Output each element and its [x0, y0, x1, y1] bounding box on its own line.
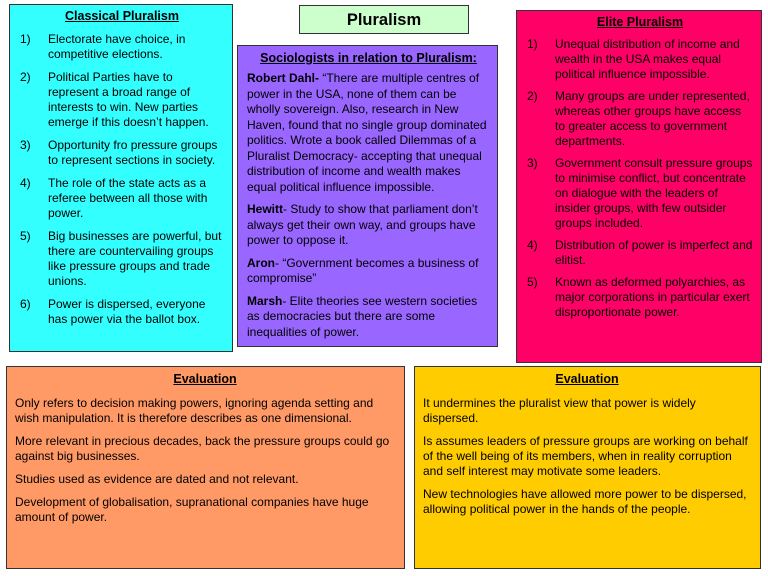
list-item — [527, 156, 753, 231]
item-number: 4) — [20, 176, 31, 190]
list-item — [527, 89, 753, 149]
sociologist-entry-marsh — [247, 294, 490, 341]
sociologist-entry-dahl — [247, 71, 490, 195]
sociologist-text: “There are multiple centres of power in the USA, none of them can be wholly sovereign. Also, research in New Haven, found that no single group dominated politics. Wrote a book called Dilemmas of a Pluralist Democracy- accepting that unequal distribution of income and wealth makes equal political influence impossible. — [247, 71, 487, 194]
elite-heading: Elite Pluralism — [596, 15, 684, 29]
evaluation-paragraph: New technologies have allowed more power to be dispersed, allowing political power in the hands of the people. — [423, 487, 747, 516]
classical-list — [20, 32, 224, 327]
sociologist-entry-aron — [247, 256, 490, 287]
elite-pluralism-box — [516, 10, 762, 363]
evaluation-right-box — [414, 366, 761, 569]
item-number: 5) — [20, 229, 31, 243]
item-number: 5) — [527, 275, 538, 289]
sociologist-name: Hewitt — [247, 202, 283, 216]
list-item — [20, 229, 224, 289]
item-text: The role of the state acts as a referee between all those with power. — [48, 176, 208, 220]
sociologist-text: - Study to show that parliament don’t always get their own way, and groups have power to oppose it. — [247, 202, 478, 247]
item-text: Distribution of power is imperfect and elitist. — [555, 238, 753, 267]
item-number: 4) — [527, 238, 538, 252]
item-number: 3) — [527, 156, 538, 170]
item-text: Known as deformed polyarchies, as major corporations in particular exert disproportionate power. — [555, 275, 750, 319]
evaluation-paragraph: Only refers to decision making powers, ignoring agenda setting and wish manipulation. It is therefore describes as one dimensional. — [15, 396, 374, 425]
item-number: 1) — [527, 37, 538, 51]
item-text: Opportunity fro pressure groups to represent sections in society. — [48, 138, 218, 167]
list-item — [20, 297, 224, 327]
evaluation-paragraph: Studies used as evidence are dated and not relevant. — [15, 472, 299, 486]
item-number: 2) — [527, 89, 538, 103]
list-item — [20, 176, 224, 221]
item-text: Many groups are under represented, whereas other groups have access to greater access to government departments. — [555, 89, 750, 148]
list-item — [20, 32, 224, 62]
list-item — [20, 70, 224, 130]
sociologist-name: Robert Dahl- — [247, 71, 319, 85]
item-text: Political Parties have to represent a broad range of interests to win. New parties emerge if this doesn’t happen. — [48, 70, 209, 129]
evaluation-heading: Evaluation — [173, 372, 237, 386]
sociologist-text: - Elite theories see western societies as democracies but there are some inequalities of power. — [247, 293, 478, 339]
evaluation-heading: Evaluation — [555, 372, 619, 386]
item-text: Electorate have choice, in competitive elections. — [48, 32, 186, 61]
list-item — [527, 275, 753, 320]
sociologist-text: - “Government becomes a business of compromise” — [247, 255, 479, 285]
item-number: 6) — [20, 297, 31, 311]
list-item — [527, 238, 753, 268]
evaluation-left-box — [6, 366, 405, 569]
item-number: 1) — [20, 32, 31, 46]
item-text: Big businesses are powerful, but there are countervailing groups like pressure groups and trade unions. — [48, 229, 222, 288]
elite-list — [527, 37, 753, 320]
sociologists-heading: Sociologists in relation to Pluralism: — [260, 51, 477, 65]
item-text: Unequal distribution of income and wealth in the USA makes equal political influence impossible. — [555, 37, 740, 81]
item-text: Power is dispersed, everyone has power via the ballot box. — [48, 297, 206, 326]
item-number: 2) — [20, 70, 31, 84]
evaluation-paragraph: It undermines the pluralist view that power is widely dispersed. — [423, 396, 696, 425]
evaluation-paragraph: Development of globalisation, supranational companies have huge amount of power. — [15, 495, 369, 524]
sociologist-name: Aron — [247, 255, 275, 270]
sociologist-name: Marsh — [247, 293, 283, 308]
item-text: Government consult pressure groups to minimise conflict, but concentrate on dialogue with the leaders of insider groups, with few outsider groups included. — [555, 156, 753, 230]
classical-heading: Classical Pluralism — [65, 9, 179, 23]
evaluation-paragraph: Is assumes leaders of pressure groups are working on behalf of the well being of its members, when in reality corruption and self interest may motivate some leaders. — [423, 434, 748, 478]
sociologists-box — [237, 45, 498, 347]
classical-pluralism-box — [9, 4, 233, 352]
item-number: 3) — [20, 138, 31, 152]
list-item — [20, 138, 224, 168]
evaluation-paragraph: More relevant in precious decades, back the pressure groups could go against big businesses. — [15, 434, 390, 463]
list-item — [527, 37, 753, 82]
sociologist-entry-hewitt — [247, 202, 490, 249]
page-title: Pluralism — [299, 5, 469, 34]
